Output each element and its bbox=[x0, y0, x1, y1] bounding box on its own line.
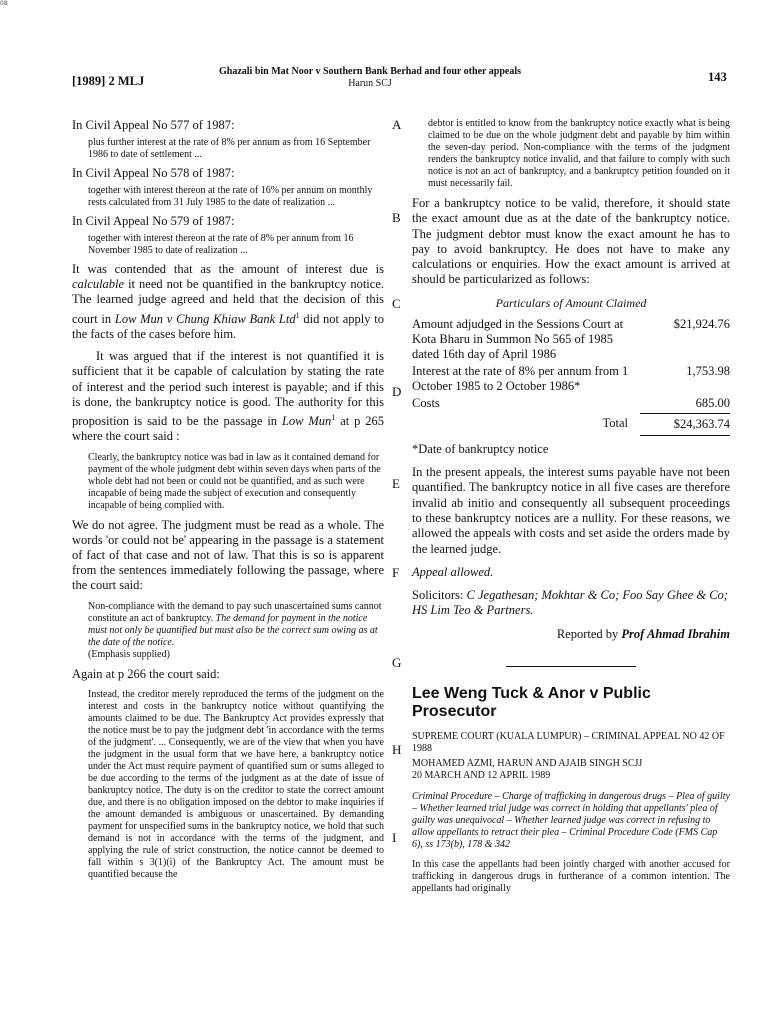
total-amount: $24,363.74 bbox=[640, 413, 730, 435]
margin-letter-g: G bbox=[392, 655, 402, 670]
reported-by: Reported by Prof Ahmad Ibrahim bbox=[556, 626, 730, 641]
appeal-578-text: together with interest thereon at the rate of 16% per annum on monthly rests calculated from 31 July 1985 to the date of realization ... bbox=[88, 185, 373, 208]
margin-letter-b: B bbox=[392, 210, 401, 225]
particulars-title: Particulars of Amount Claimed bbox=[495, 295, 647, 310]
court-line: SUPREME COURT (KUALA LUMPUR) – CRIMINAL APPEAL NO 42 OF 1988 bbox=[412, 731, 725, 754]
catchwords: Criminal Procedure – Charge of trafficking in dangerous drugs – Plea of guilty – Whether learned trial judge was correct in holding that appellants' plea of guilty was unequivocal – Whether learned judge was correct in refusing to allow appellants to retract their plea – Criminal Procedure Code (FMS Cap 6), ss 173(b), 178 & 342 bbox=[412, 791, 730, 851]
paragraph-validity: For a bankruptcy notice to be valid, therefore, it should state the exact amount due as at the date of the bankruptcy notice. The judgment debtor must know the exact amount he has to pay to avoid bankruptcy. He does not have to make any calculations or enquiries. How the exact amount is arrived at should be particularized as follows: bbox=[412, 196, 730, 287]
right-column bbox=[412, 118, 730, 899]
quote-demand: Non-compliance with the demand to pay such unascertained sums cannot constitute an act of bankruptcy. The demand for payment in the notice must not only be quantified but must also be the correct sum owing as at the date of the notice. (Emphasis supplied) bbox=[88, 600, 382, 660]
row-amount: 685.00 bbox=[695, 395, 730, 410]
margin-letter-h: H bbox=[392, 742, 402, 757]
running-header bbox=[200, 66, 540, 90]
quote-continuation: debtor is entitled to know from the bankruptcy notice exactly what is being claimed to be due on the whole judgment debt and payable by him within the seven-day period. Non-compliance with the terms of the judgment renders the bankruptcy notice invalid, and that failure to comply with such notice is not an act of bankruptcy, and a bankruptcy petition founded on it must necessarily fail. bbox=[428, 118, 730, 189]
judge-header: Harun SCJ bbox=[348, 78, 392, 89]
margin-letter-i: I bbox=[392, 830, 397, 845]
margin-letter-e: E bbox=[392, 476, 400, 491]
table-row bbox=[412, 364, 730, 396]
row-amount: $21,924.76 bbox=[673, 316, 730, 331]
page-number: 143 bbox=[708, 70, 727, 84]
margin-letter-d: D bbox=[392, 384, 402, 399]
judges-line: MOHAMED AZMI, HARUN AND AJAIB SINGH SCJJ bbox=[412, 758, 643, 770]
quote-low-mun-266: Instead, the creditor merely reproduced the terms of the judgment on the interest and costs in the bankruptcy notice without quantifying the amounts claimed to be due. The Bankruptcy Act provides expressly that the notice must be to pay the judgment debt 'in accordance with the terms of the judgment'. ... Consequently, we are of the view that when you have the judgment in the usual form that we have here, a bankruptcy notice under the Act must require payment of quantified sum or sums alleged to be due according to the terms of the judgment as at the date of issue of bankruptcy notice. The duty is on the creditor to state the correct amount due, and there is no obligation imposed on the debtor to make inquiries if the amount demanded is ambiguous or unascertained. By demanding payment for unspecified sums in the bankruptcy notice, we hold that such demand is not in accordance with the terms of the judgment, and applying the rule of strict construction, the notice cannot be deemed to fall within s 3(1)(i) of the Bankruptcy Act. The amount must be quantified because the bbox=[88, 688, 384, 880]
section-divider bbox=[506, 666, 636, 667]
paragraph-conclusion: In the present appeals, the interest sums payable have not been quantified. The bankruptcy notice in all five cases are therefore invalid ab initio and consequently all subsequent proceedings to these bankruptcy notices are a nullity. For these reasons, we allowed the appeals with costs and set aside the orders made by the learned judge. bbox=[412, 465, 730, 556]
outcome: Appeal allowed. bbox=[412, 564, 494, 579]
particulars-table bbox=[412, 317, 730, 436]
appeal-577-text: plus further interest at the rate of 8% per annum as from 16 September 1986 to date of settlement ... bbox=[88, 137, 371, 160]
row-label: Interest at the rate of 8% per annum from 1 October 1985 to 2 October 1986* bbox=[412, 363, 629, 393]
appeal-579-heading: In Civil Appeal No 579 of 1987: bbox=[72, 214, 235, 228]
row-amount: 1,753.98 bbox=[686, 363, 730, 378]
paragraph-argument: It was argued that if the interest is not quantified it is sufficient that it be capable of calculation by stating the rate of interest and the period such interest is payable; and if this is done, the bankruptcy notice is good. The authority for this proposition is said to be the passage in Low Mun$^1$ at p 265 where the court said : bbox=[72, 349, 385, 444]
quote-low-mun-265: Clearly, the bankruptcy notice was bad in law as it contained demand for payment of the whole judgment debt within seven days when parts of the whole debt had not been or could not be quantified, and as such were incapable of being made the subject of execution and consequently incapable of being complied with. bbox=[88, 451, 381, 511]
case-name-header: Ghazali bin Mat Noor v Southern Bank Berhad and four other appeals bbox=[219, 66, 521, 77]
margin-letter-a: A bbox=[392, 117, 402, 132]
footnote-date: *Date of bankruptcy notice bbox=[412, 441, 549, 456]
paragraph-disagreement: We do not agree. The judgment must be read as a whole. The words 'or could not be' appearing in the passage is a statement of fact of that case and not of law. That this is so is apparent from the sentences immediately following the passage, where the court said: bbox=[72, 517, 384, 593]
citation: [1989] 2 MLJ bbox=[72, 74, 145, 88]
total-label: Total bbox=[602, 416, 628, 431]
row-label: Amount adjudged in the Sessions Court at Kota Bharu in Summon No 565 of 1985 dated 16th day of April 1986 bbox=[412, 316, 624, 361]
case-title: Lee Weng Tuck & Anor v Public Prosecutor bbox=[412, 685, 651, 721]
case-summary: In this case the appellants had been jointly charged with another accused for trafficking in dangerous drugs in furtherance of a common intention. The appellants had originally bbox=[412, 859, 730, 895]
margin-letter-c: C bbox=[392, 296, 401, 311]
paragraph-p266: Again at p 266 the court said: bbox=[72, 666, 220, 681]
paragraph-contention: It was contended that as the amount of interest due is calculable it need not be quantified in the bankruptcy notice. The learned judge agreed and held that the decision of this court in Low Mun v Chung Khiaw Bank Ltd$^1$ did not apply to the facts of the cases before him. bbox=[72, 262, 384, 341]
table-row bbox=[412, 396, 730, 414]
total-row bbox=[412, 413, 730, 435]
left-column bbox=[72, 118, 384, 887]
corner-mark: 08 bbox=[0, 0, 8, 7]
appeal-579-text: together with interest thereon at the rate of 8% per annum from 16 November 1985 to date of realization ... bbox=[88, 233, 354, 256]
margin-letter-f: F bbox=[392, 565, 400, 580]
appeal-577-heading: In Civil Appeal No 577 of 1987: bbox=[72, 118, 235, 132]
table-row bbox=[412, 317, 730, 364]
dates-line: 20 MARCH AND 12 APRIL 1989 bbox=[412, 769, 551, 781]
solicitors: Solicitors: C Jegathesan; Mokhtar & Co; Foo Say Ghee & Co; HS Lim Teo & Partners. bbox=[412, 588, 728, 618]
appeal-578-heading: In Civil Appeal No 578 of 1987: bbox=[72, 166, 235, 180]
row-label: Costs bbox=[412, 395, 440, 410]
